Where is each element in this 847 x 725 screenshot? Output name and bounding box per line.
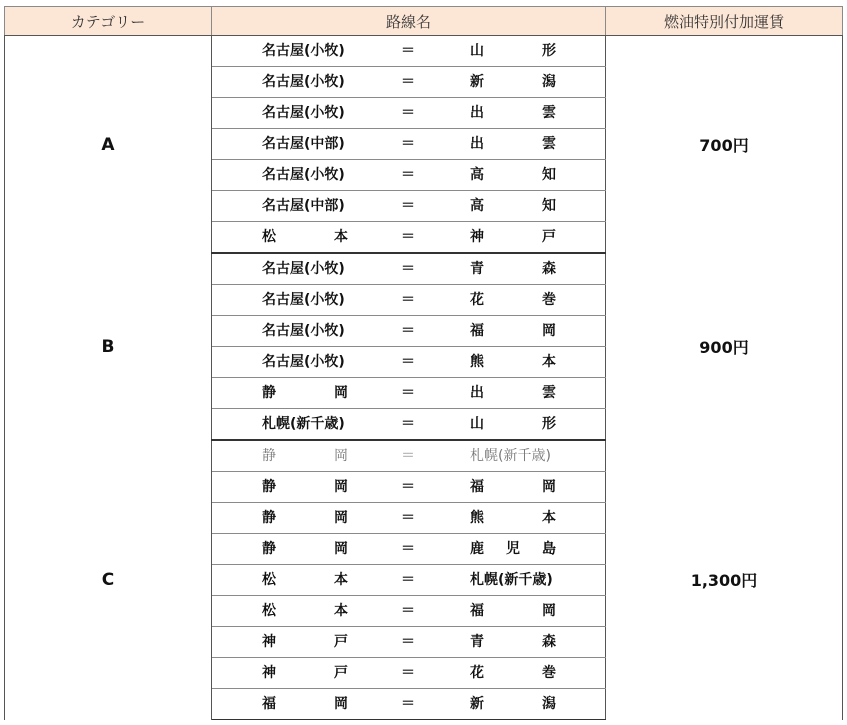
route-destination: 山 形 [470,43,556,59]
route-destination: 花 巻 [470,292,556,308]
route-header: 路線名 [212,7,606,36]
route-equals: ＝ [401,696,415,712]
surcharge-cell: 900円 [606,253,843,440]
header-row [5,7,843,36]
route-equals: ＝ [401,541,415,557]
category-cell: B [5,253,212,440]
route-cell [212,98,606,129]
route-origin: 静 岡 [262,448,348,464]
route-cell [212,285,606,316]
route-origin: 静 岡 [262,479,348,495]
route-equals: ＝ [401,572,415,588]
route-equals: ＝ [401,448,415,464]
route-cell [212,565,606,596]
fare-body [5,36,843,720]
route-equals: ＝ [401,198,415,214]
route-destination: 花 巻 [470,665,556,681]
route-cell [212,160,606,191]
route-origin: 札幌(新千歳) [262,416,345,432]
route-cell [212,409,606,441]
route-origin: 神 戸 [262,665,348,681]
route-equals: ＝ [401,261,415,277]
surcharge-header: 燃油特別付加運賃 [606,7,843,36]
route-destination: 熊 本 [470,510,556,526]
surcharge-cell: 1,300円 [606,440,843,720]
route-equals: ＝ [401,354,415,370]
route-origin: 名古屋(中部) [262,198,345,214]
route-cell [212,689,606,720]
route-origin: 名古屋(小牧) [262,323,345,339]
route-destination: 山 形 [470,416,556,432]
route-cell [212,67,606,98]
route-cell [212,472,606,503]
route-destination: 高 知 [470,198,556,214]
route-equals: ＝ [401,105,415,121]
route-origin: 名古屋(小牧) [262,261,345,277]
route-cell [212,440,606,472]
route-cell [212,534,606,565]
route-equals: ＝ [401,385,415,401]
route-destination: 出 雲 [470,136,556,152]
route-destination: 青 森 [470,634,556,650]
route-destination: 福 岡 [470,603,556,619]
route-origin: 名古屋(小牧) [262,105,345,121]
route-destination: 出 雲 [470,105,556,121]
route-destination: 神 戸 [470,229,556,245]
route-equals: ＝ [401,323,415,339]
route-cell [212,378,606,409]
route-equals: ＝ [401,167,415,183]
surcharge-cell: 700円 [606,36,843,254]
route-destination: 新 潟 [470,74,556,90]
route-cell [212,191,606,222]
route-destination: 青 森 [470,261,556,277]
route-equals: ＝ [401,43,415,59]
route-destination: 鹿 児 島 [470,541,556,557]
route-equals: ＝ [401,416,415,432]
route-destination: 高 知 [470,167,556,183]
route-destination: 熊 本 [470,354,556,370]
fuel-surcharge-table [4,6,843,720]
route-cell [212,596,606,627]
route-origin: 神 戸 [262,634,348,650]
route-cell [212,627,606,658]
route-cell [212,222,606,254]
route-equals: ＝ [401,292,415,308]
route-origin: 福 岡 [262,696,348,712]
route-destination: 出 雲 [470,385,556,401]
route-equals: ＝ [401,634,415,650]
route-cell [212,503,606,534]
route-cell [212,316,606,347]
route-equals: ＝ [401,74,415,90]
route-cell [212,253,606,285]
route-origin: 名古屋(小牧) [262,292,345,308]
route-equals: ＝ [401,479,415,495]
category-cell: A [5,36,212,254]
route-equals: ＝ [401,510,415,526]
route-origin: 名古屋(小牧) [262,167,345,183]
route-equals: ＝ [401,603,415,619]
route-cell [212,347,606,378]
route-destination: 福 岡 [470,323,556,339]
route-origin: 松 本 [262,229,348,245]
route-row [5,36,843,67]
route-origin: 名古屋(中部) [262,136,345,152]
route-origin: 名古屋(小牧) [262,74,345,90]
route-destination: 札幌(新千歳) [470,572,553,588]
route-row [5,440,843,472]
route-cell [212,658,606,689]
route-equals: ＝ [401,229,415,245]
route-destination: 札幌(新千歳) [470,448,551,464]
category-cell: C [5,440,212,720]
route-origin: 松 本 [262,603,348,619]
category-header: カテゴリー [5,7,212,36]
route-origin: 静 岡 [262,385,348,401]
route-destination: 新 潟 [470,696,556,712]
route-origin: 静 岡 [262,541,348,557]
route-cell [212,36,606,67]
route-origin: 名古屋(小牧) [262,43,345,59]
route-origin: 松 本 [262,572,348,588]
route-destination: 福 岡 [470,479,556,495]
route-origin: 静 岡 [262,510,348,526]
route-cell [212,129,606,160]
route-row [5,253,843,285]
route-equals: ＝ [401,665,415,681]
route-equals: ＝ [401,136,415,152]
route-origin: 名古屋(小牧) [262,354,345,370]
